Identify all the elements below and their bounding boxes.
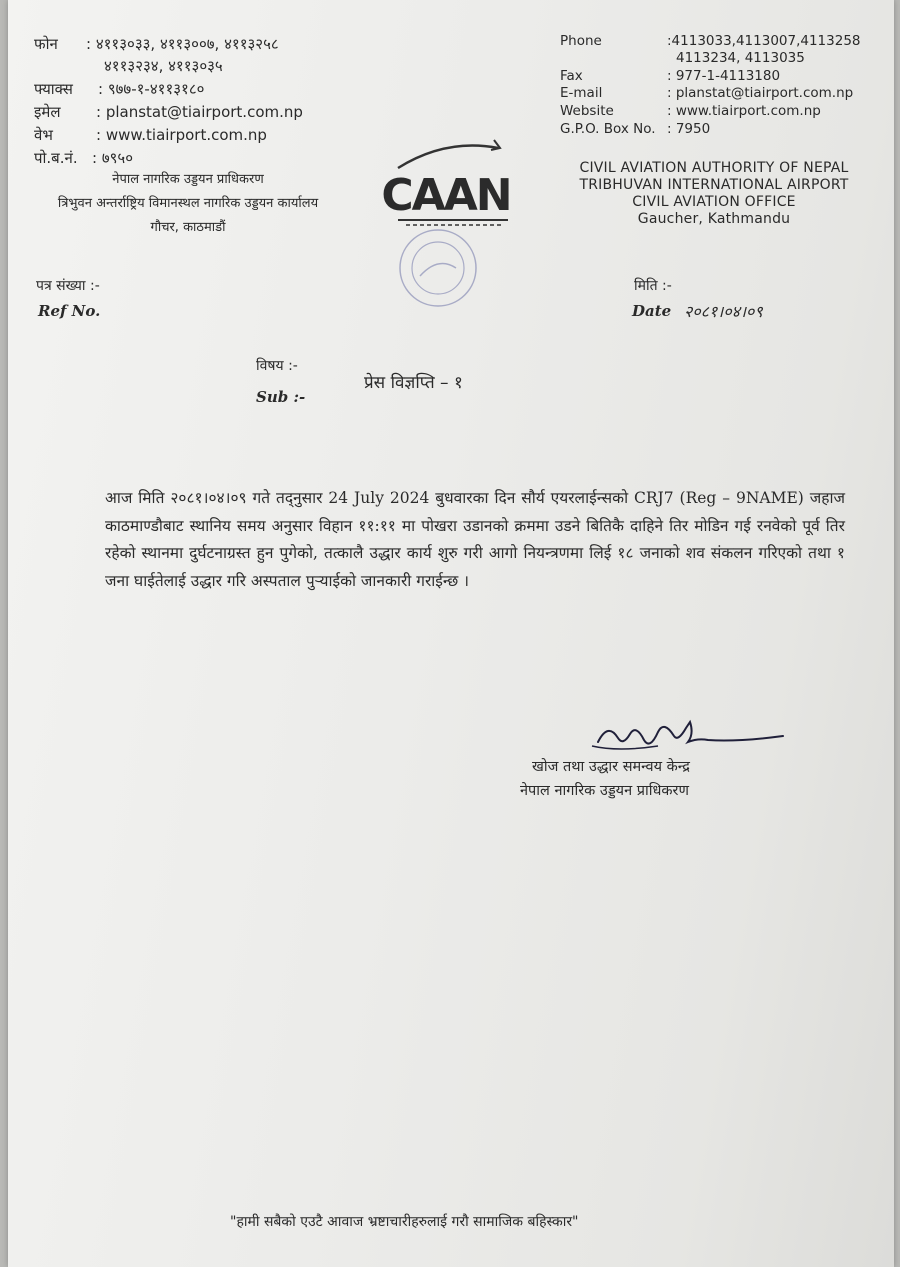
org-en-line3: CIVIL AVIATION OFFICE	[632, 194, 796, 210]
pobox-value-np: : ७९५०	[92, 149, 134, 167]
org-en-line2: TRIBHUVAN INTERNATIONAL AIRPORT	[579, 177, 849, 193]
date-label-np: मिति :-	[634, 278, 672, 294]
fax-value-np: : ९७७-१-४११३१८०	[98, 80, 205, 98]
signature-scribble	[578, 712, 788, 762]
body-paragraph: आज मिति २०८१।०४।०९ गते तद्नुसार 24 July 2024 बुधवारका दिन सौर्य एयरलाईन्सको CRJ7 (Reg – 9NAME) जहाज काठमाण्डौबाट स्थानिय समय अनुसार विहान ११:११ मा पोखरा उडानको क्रममा उडने बितिकै दाहिने तिर मोडिन गई रनवेको पूर्व तिर रहेको स्थानमा दुर्घटनाग्रस्त हुन पुगेको, तत्कालै उद्धार कार्य शुरु गरी आगो नियन्त्रणमा लिई १८ जनाको शव संकलन गरिएको तथा १ जना घाईतेलाई उद्धार गरि अस्पताल पुऱ्याईको जानकारी गराईन्छ ।	[105, 489, 845, 590]
phone-value-en: :4113033,4113007,4113258	[667, 33, 861, 49]
email-label-np: इमेल	[34, 103, 61, 121]
phone-label-np: फोन	[34, 35, 58, 53]
signature-line1: खोज तथा उद्धार समन्वय केन्द्र	[532, 759, 690, 775]
pobox-label-np: पो.ब.नं.	[34, 149, 78, 167]
signature-line2: नेपाल नागरिक उड्डयन प्राधिकरण	[520, 783, 689, 799]
website-value-en: : www.tiairport.com.np	[667, 103, 821, 119]
letter-sheet	[8, 0, 894, 1267]
email-value-np: : planstat@tiairport.com.np	[96, 103, 303, 121]
gpo-label-en: G.P.O. Box No.	[560, 121, 656, 137]
web-value-np: : www.tiairport.com.np	[96, 126, 267, 144]
ref-label-en: Ref No.	[38, 302, 101, 320]
caan-logo-icon	[376, 128, 516, 328]
signature-icon	[578, 712, 788, 762]
date-value: २०८१।०४।०९	[684, 302, 763, 321]
fax-label-en: Fax	[560, 68, 583, 84]
phone-values-np: : ४११३०३३, ४११३००७, ४११३२५८	[86, 35, 279, 53]
org-en-line1: CIVIL AVIATION AUTHORITY OF NEPAL	[579, 160, 849, 176]
phone-label-en: Phone	[560, 33, 602, 49]
email-label-en: E-mail	[560, 85, 603, 101]
logo-text: CAAN	[381, 170, 511, 221]
header-right-org	[562, 160, 866, 228]
web-label-np: वेभ	[34, 126, 53, 144]
subject-text: प्रेस विज्ञप्ति – १	[364, 373, 463, 393]
footer-slogan: "हामी सबैको एउटै आवाज भ्रष्टाचारीहरुलाई गरौ सामाजिक बहिस्कार"	[230, 1214, 579, 1230]
org-np-line2: त्रिभुवन अन्तर्राष्ट्रिय विमानस्थल नागरिक उड्डयन कार्यालय	[57, 196, 319, 211]
fax-value-en: : 977-1-4113180	[667, 68, 781, 84]
org-en-line4: Gaucher, Kathmandu	[637, 211, 791, 227]
email-value-en: : planstat@tiairport.com.np	[667, 85, 854, 101]
phone-values-np-2: ४११३२३४, ४११३०३५	[104, 57, 223, 75]
website-label-en: Website	[560, 103, 614, 119]
header-left-contact	[34, 33, 354, 173]
date-label-en: Date	[632, 302, 672, 320]
gpo-value-en: : 7950	[667, 121, 711, 137]
org-np-line1: नेपाल नागरिक उड्डयन प्राधिकरण	[112, 172, 264, 187]
header-left-org	[28, 168, 348, 240]
caan-logo	[376, 128, 516, 328]
ref-label-np: पत्र संख्या :-	[36, 278, 100, 294]
subject-label-np: विषय :-	[256, 358, 298, 374]
subject-label-en: Sub :-	[256, 388, 306, 406]
fax-label-np: फ्याक्स	[34, 80, 73, 98]
phone-value-en-2: 4113234, 4113035	[676, 50, 805, 66]
header-right-contact	[560, 33, 890, 143]
org-np-line3: गौचर, काठमाडौं	[150, 220, 226, 235]
